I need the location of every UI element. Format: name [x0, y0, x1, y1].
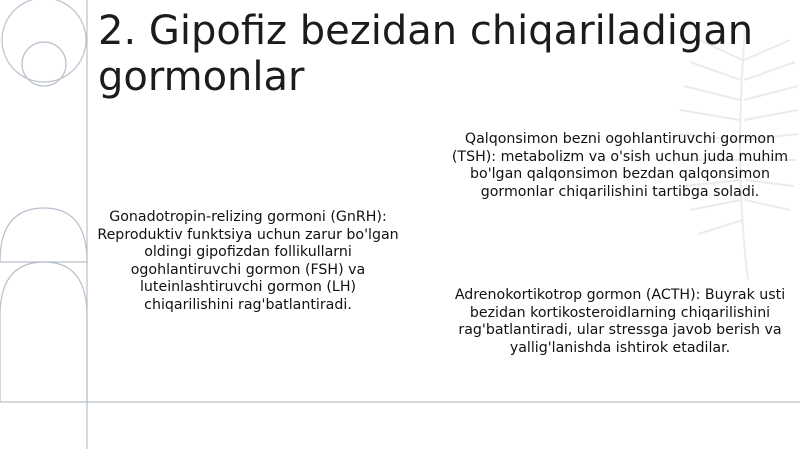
- deco-arch-upper: [0, 208, 87, 262]
- text-block-gnrh: Gonadotropin-relizing gormoni (GnRH): Reproduktiv funktsiya uchun zarur bo'lgan oldingi gipofizdan follikullarni ogohlantiruvchi gormon (FSH) va luteinlashtiruvchi gormon (LH) chiqarilishini rag'batlantiradi.: [97, 209, 399, 313]
- deco-circle-large: [2, 0, 86, 82]
- deco-arch-lower: [0, 262, 87, 402]
- slide-title: 2. Gipofiz bezidan chiqariladigan gormonlar: [98, 8, 754, 100]
- text-block-tsh: Qalqonsimon bezni ogohlantiruvchi gormon (TSH): metabolizm va o'sish uchun juda muhim bo'lgan qalqonsimon bezdan qalqonsimon gormonlar chiqarilishini tartibga soladi.: [451, 131, 789, 200]
- text-block-acth: Adrenokortikotrop gormon (ACTH): Buyrak usti bezidan kortikosteroidlarning chiqarilishini rag'batlantiradi, ular stressga javob berish va yallig'lanishda ishtirok etadilar.: [454, 287, 786, 356]
- deco-circle-small: [22, 42, 66, 86]
